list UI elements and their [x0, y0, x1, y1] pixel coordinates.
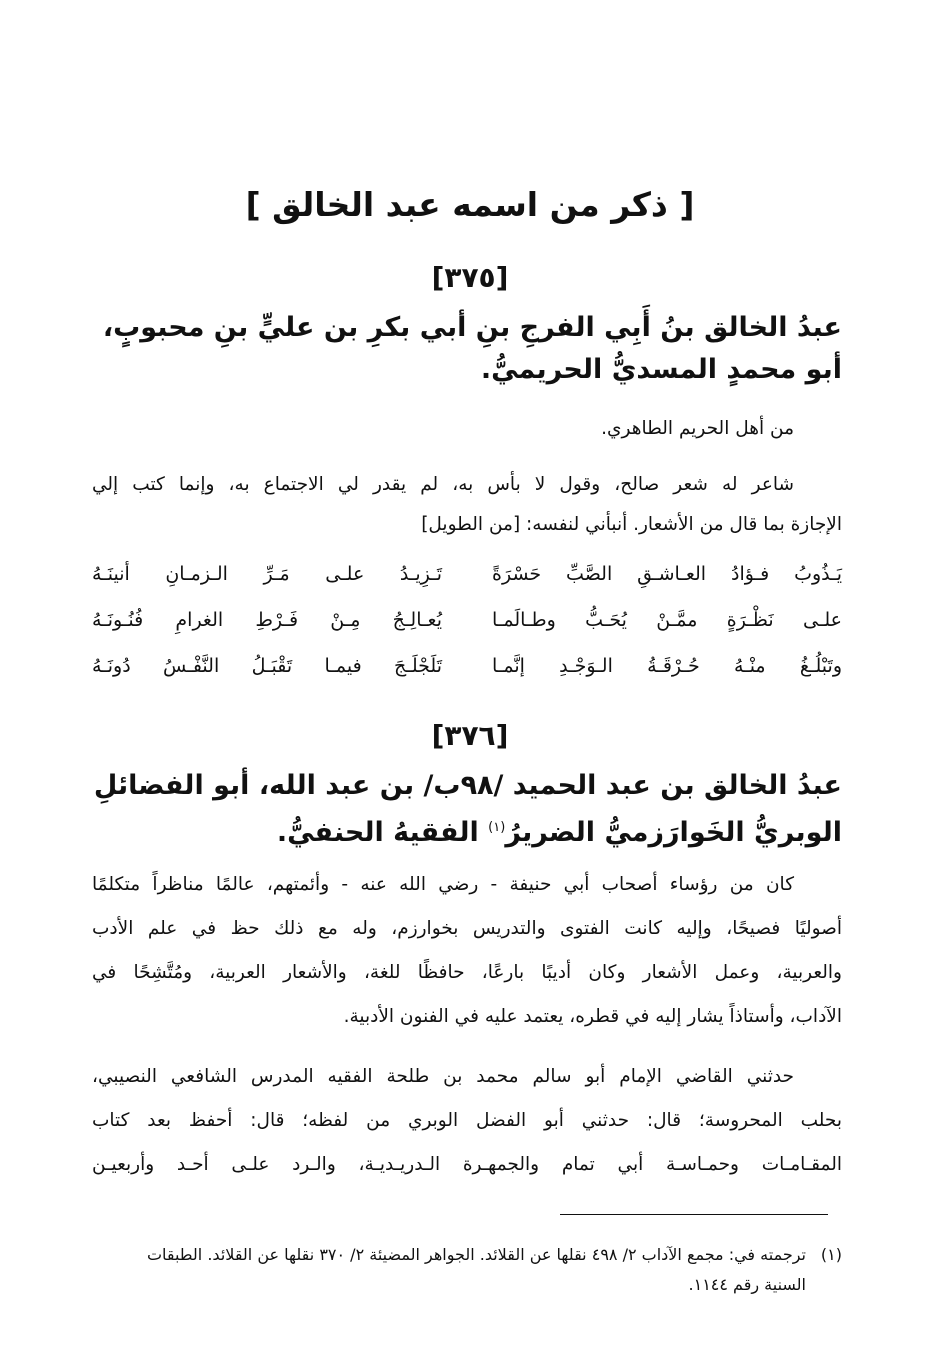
- footnote-marker: (١): [820, 1245, 842, 1264]
- verse-1-second-hemistich: تَـزِيـدُ علـى مَـرِّ الـزمـانِ أنينَـهُ: [92, 563, 442, 585]
- entry-376-paragraph-line: بحلب المحروسة؛ قال: حدثني أبو الفضل الوبري من لفظه؛ قال: أحفظ بعد كتاب: [92, 1110, 842, 1131]
- entry-number-376: [٣٧٦]: [431, 719, 509, 752]
- verse-3-second-hemistich: تَلَجْلَـجَ فيمـا تَقْبَـلُ النَّفْـسُ دُونَـهُ: [92, 655, 442, 677]
- entry-376-name-part: الوبريُّ الخَوارَزميُّ الضريرُ: [505, 817, 842, 848]
- footnote-separator: [560, 1214, 828, 1215]
- verse-2-first-hemistich: علـى نَظْـرَةٍ ممَّـنْ يُحَـبُّ وطـالَمـا: [492, 609, 842, 631]
- entry-number-375: [٣٧٥]: [431, 261, 509, 294]
- entry-375-name-line-2: أبو محمدٍ المسديُّ الحريميُّ.: [480, 354, 842, 385]
- entry-375-paragraph-line: الإجازة بما قال من الأشعار. أنبأني لنفسه: [من الطويل]: [421, 514, 842, 535]
- footnote-line-1: ترجمته في: مجمع الآداب ٢/ ٤٩٨ نقلها عن القلائد. الجواهر المضيئة ٢/ ٣٧٠ نقلها عن القلائد. الطبقات: [146, 1245, 806, 1264]
- verse-1-first-hemistich: يَـذُوبُ فـؤادُ العـاشـقِ الصَّبِّ حَسْرَةً: [492, 563, 842, 585]
- entry-376-paragraph-line: المقـامـات وحمـاسـة أبي تمام والجمهـرة الـدريـديـة، والـرد علـى أحـد وأربعيـن: [92, 1154, 842, 1175]
- verse-3-first-hemistich: وتَبْلُـغُ منْـهُ حُـرْقَـةُ الـوَجْـدِ إنَّمـا: [492, 655, 842, 677]
- entry-376-paragraph-line: الآداب، وأستاذاً يشار إليه في قطره، يعتمد عليه في الفنون الأدبية.: [343, 1006, 842, 1027]
- entry-376-paragraph-line: والعربية، وعمل الأشعار وكان أديبًا بارعًا، حافظًا للغة، والأشعار العربية، ومُتَّشِحًا في: [92, 962, 842, 983]
- footnote-reference: (١): [488, 820, 506, 835]
- verse-2-second-hemistich: يُعـالِـجُ مِـنْ فَـرْطِ الغرامِ فُنُـونَـهُ: [92, 609, 442, 631]
- entry-375-paragraph-line: شاعر له شعر صالح، وقول لا بأس به، لم يقدر لي الاجتماع به، وإنما كتب إلي: [92, 474, 794, 495]
- entry-376-name-line-2: [277, 808, 842, 853]
- entry-376-paragraph-line: كان من رؤساء أصحاب أبي حنيفة - رضي الله عنه - وأئمتهم، عالمًا مناظراً متكلمًا: [92, 874, 794, 895]
- entry-375-origin: من أهل الحريم الطاهري.: [601, 418, 794, 439]
- footnote-line-2: السنية رقم ١١٤٤.: [688, 1275, 806, 1294]
- section-title: [ ذكر من اسمه عبد الخالق ]: [245, 185, 695, 224]
- entry-376-name-tail: الفقيهُ الحنفيُّ.: [276, 817, 479, 848]
- entry-376-name-line-1: عبدُ الخالق بن عبد الحميد /٩٨ب/ بن عبد الله، أبو الفضائلِ: [93, 770, 842, 801]
- entry-376-paragraph-line: أصوليًا فصيحًا، وإليه كانت الفتوى والتدريس بخوارزم، وله مع ذلك حظ في علم الأدب: [92, 918, 842, 939]
- entry-376-paragraph-line: حدثني القاضي الإمام أبو سالم محمد بن طلحة الفقيه المدرس الشافعي النصيبي،: [92, 1066, 794, 1087]
- entry-375-name-line-1: عبدُ الخالق بنُ أَبِي الفرجِ بنِ أبي بكرِ بن عليٍّ بنِ محبوبٍ،: [102, 312, 842, 343]
